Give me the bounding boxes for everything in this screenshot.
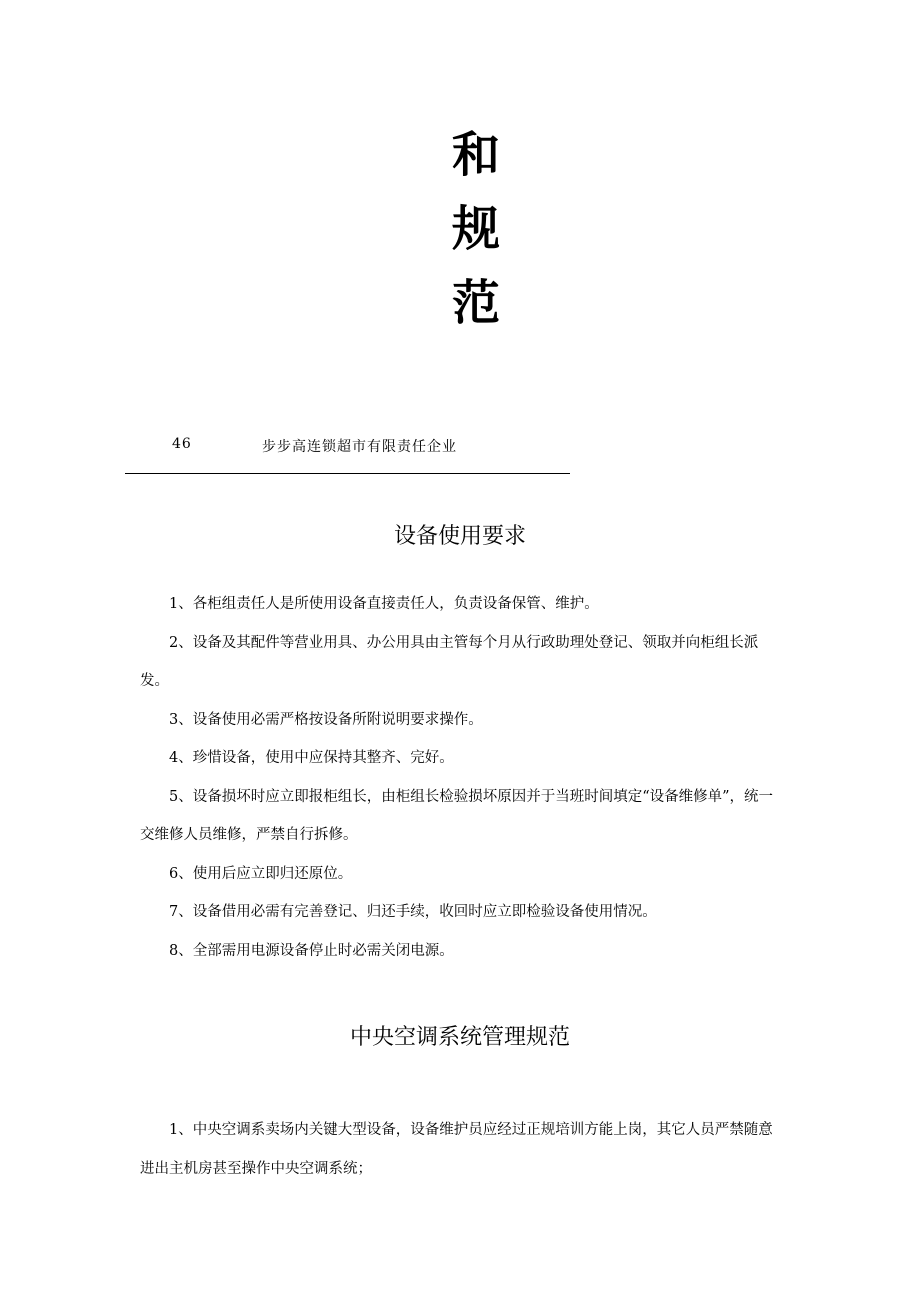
page-number: 46 [172, 436, 192, 452]
title-char: 范 [451, 275, 500, 331]
list-item: 8、全部需用电源设备停止时必需关闭电源。 [169, 942, 454, 959]
title-char: 和 [451, 127, 500, 183]
air-conditioning-rules-list [140, 1111, 782, 1188]
list-item: 1、中央空调系卖场内关键大型设备，设备维护员应经过正规培训方能上岗，其它人员严禁随意进出主机房甚至操作中央空调系统； [140, 1122, 773, 1177]
list-item: 5、设备损坏时应立即报柜组长，由柜组长检验损坏原因并于当班时间填定“设备维修单”，统一交维修人员维修，严禁自行拆修。 [140, 788, 774, 843]
list-item: 2、设备及其配件等营业用具、办公用具由主管每个月从行政助理处登记、领取并向柜组长派发。 [140, 634, 759, 689]
list-item: 7、设备借用必需有完善登记、归还手续，收回时应立即检验设备使用情况。 [169, 904, 657, 920]
company-name: 步步高连锁超市有限责任企业 [262, 439, 457, 455]
section-heading-air-conditioning: 中央空调系统管理规范 [349, 1025, 570, 1050]
vertical-title [440, 118, 512, 340]
title-char: 规 [451, 201, 500, 257]
list-item: 3、设备使用必需严格按设备所附说明要求操作。 [169, 711, 483, 728]
list-item: 1、各柜组责任人是所使用设备直接责任人，负责设备保管、维护。 [169, 596, 599, 612]
list-item: 6、使用后应立即归还原位。 [169, 865, 353, 882]
list-item: 4、珍惜设备，使用中应保持其整齐、完好。 [169, 750, 454, 766]
section-heading-equipment: 设备使用要求 [393, 524, 526, 549]
equipment-rules-list [140, 585, 782, 970]
footer-divider [125, 473, 570, 474]
